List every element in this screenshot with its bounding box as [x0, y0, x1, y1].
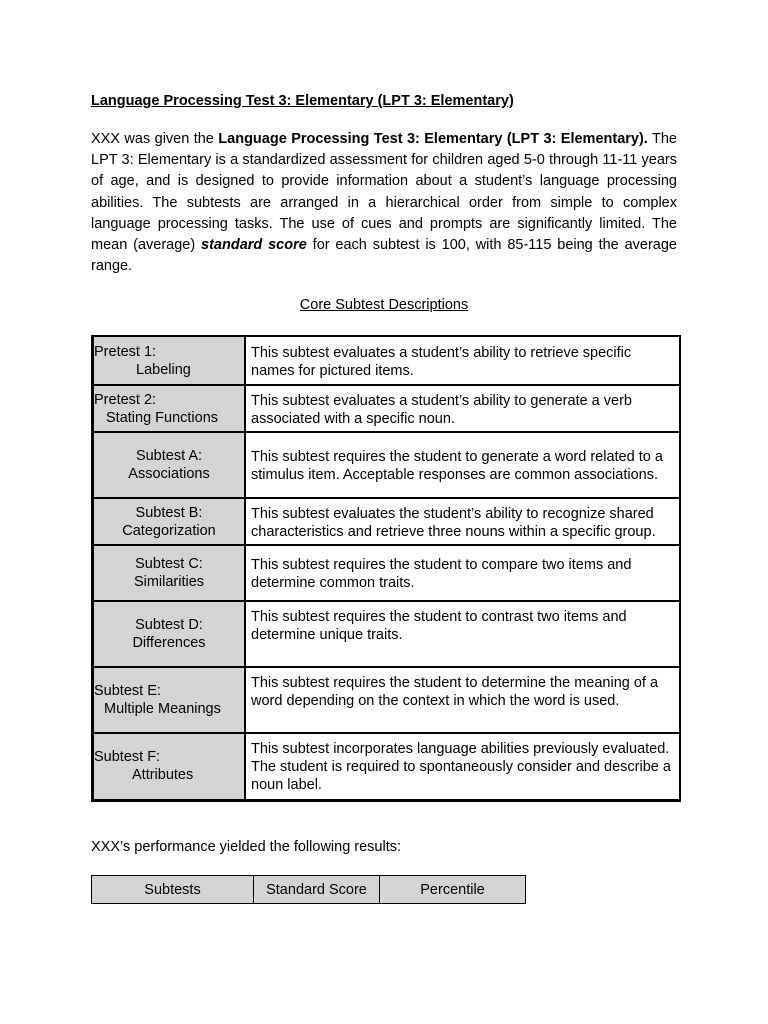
- results-intro: XXX’s performance yielded the following results:: [91, 839, 402, 855]
- intro-lead: XXX was given the: [91, 131, 219, 147]
- subtest-name-line2: Multiple Meanings: [104, 701, 221, 717]
- subtest-description-cell: This subtest incorporates language abilities previously evaluated. The student is required to spontaneously consider and describe a noun label.: [245, 733, 680, 800]
- subtest-name-cell: [93, 667, 246, 733]
- subtest-name-line2: Associations: [128, 466, 210, 482]
- table-row: [93, 601, 681, 667]
- subtest-name-cell: [93, 432, 246, 498]
- subtest-descriptions-table: [91, 335, 681, 802]
- intro-paragraph: [91, 129, 677, 277]
- subtest-description-cell: This subtest evaluates a student’s ability to retrieve specific names for pictured items.: [245, 336, 680, 385]
- subtest-name-cell: [93, 545, 246, 601]
- subtest-name-cell: [93, 336, 246, 385]
- subtest-name-line1: Subtest F:: [94, 749, 161, 766]
- table-row: [93, 667, 681, 733]
- subtest-description-cell: This subtest requires the student to determine the meaning of a word depending on the context in which the word is used.: [245, 667, 680, 733]
- table-caption-text: Core Subtest Descriptions: [299, 297, 469, 313]
- subtest-name-cell: [93, 498, 246, 545]
- subtest-description-cell: This subtest requires the student to contrast two items and determine unique traits.: [245, 601, 680, 667]
- results-header-percentile: Percentile: [380, 876, 526, 904]
- subtest-name-line2: Similarities: [133, 574, 205, 590]
- document-title: Language Processing Test 3: Elementary (LPT 3: Elementary): [91, 93, 514, 109]
- table-row: [93, 432, 681, 498]
- subtest-name-line1: Subtest D:: [135, 617, 203, 633]
- table-row: [93, 498, 681, 545]
- subtest-name-line2: Attributes: [132, 767, 194, 784]
- results-header-row: [92, 876, 526, 904]
- subtest-name-line2: Differences: [132, 635, 206, 651]
- intro-body-2: for each subtest is 100, with 85-115 being the average range.: [91, 237, 677, 275]
- subtest-name-line2: Categorization: [122, 522, 216, 539]
- intro-emphasis: standard score: [201, 237, 307, 254]
- subtest-name-line1: Subtest A:: [135, 448, 203, 464]
- table-row: [93, 336, 681, 385]
- subtest-name-line1: Subtest B:: [135, 504, 203, 521]
- subtest-name-cell: [93, 733, 246, 800]
- subtest-name-line1: Subtest E:: [94, 683, 161, 699]
- results-header-subtests: Subtests: [92, 876, 254, 904]
- results-table: [91, 875, 526, 904]
- subtest-name-line2: Labeling: [136, 361, 191, 378]
- intro-test-name: Language Processing Test 3: Elementary (LPT 3: Elementary).: [218, 131, 648, 147]
- subtest-description-cell: This subtest evaluates a student’s ability to generate a verb associated with a specific noun.: [245, 385, 680, 432]
- subtest-name-line1: Subtest C:: [135, 556, 203, 572]
- subtest-name-line2: Stating Functions: [106, 409, 219, 426]
- subtest-description-cell: This subtest requires the student to compare two items and determine common traits.: [245, 545, 680, 601]
- subtest-name-line1: Pretest 2:: [94, 391, 157, 408]
- table-caption: [91, 297, 677, 313]
- table-row: [93, 733, 681, 800]
- subtest-description-cell: This subtest evaluates the student’s ability to recognize shared characteristics and retrieve three nouns within a specific group.: [245, 498, 680, 545]
- table-row: [93, 545, 681, 601]
- subtest-name-line1: Pretest 1:: [94, 343, 157, 360]
- subtest-description-cell: This subtest requires the student to generate a word related to a stimulus item. Acceptable responses are common associations.: [245, 432, 680, 498]
- table-row: [93, 385, 681, 432]
- subtest-name-cell: [93, 601, 246, 667]
- intro-body-1: The LPT 3: Elementary is a standardized assessment for children aged 5-0 through 11-11 years of age, and is designed to provide information about a student’s language processing abilities. The subtests are arranged in a hierarchical order from simple to complex language processing tasks. The use of cues and prompts are significantly limited. The mean (average): [91, 131, 677, 254]
- subtest-name-cell: [93, 385, 246, 432]
- results-header-standard-score: Standard Score: [254, 876, 380, 904]
